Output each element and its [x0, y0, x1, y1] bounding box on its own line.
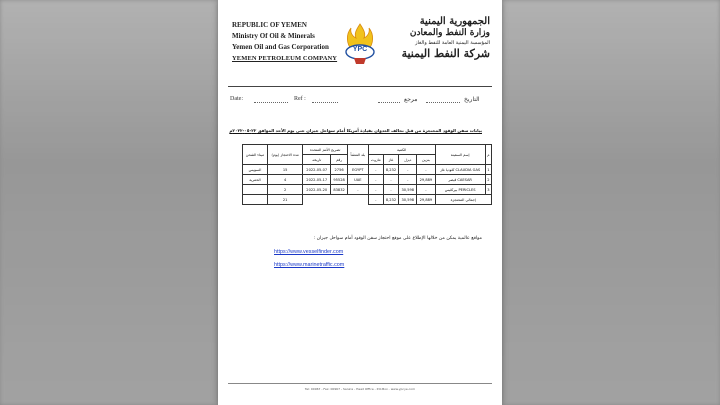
- ref-dots: [312, 96, 338, 103]
- cell-port: [243, 185, 268, 195]
- cell-diesel: 30,598: [399, 185, 417, 195]
- letterhead-ar-line-1: الجمهورية اليمنية: [419, 16, 490, 27]
- cell-origin: -: [348, 185, 369, 195]
- col-permit-no: رقم: [331, 155, 348, 165]
- letterhead-ar-line-2: وزارة النفط والمعادن: [409, 28, 490, 38]
- letterhead-ar-line-3: المؤسسة اليمنية العامة للنفط والغاز: [415, 40, 490, 46]
- cell-diesel: -: [399, 165, 417, 175]
- cell-ship: [435, 165, 485, 175]
- col-permit: تصريح الأمم المتحدة: [303, 145, 348, 155]
- vesselfinder-link[interactable]: https://www.vesselfinder.com: [274, 249, 344, 255]
- cell-port: الحمرية: [243, 175, 268, 185]
- meta-row: [228, 96, 492, 108]
- date-dots: [254, 96, 288, 103]
- background-right: [500, 0, 720, 405]
- cell-diesel: -: [399, 175, 417, 185]
- table-row: [243, 185, 492, 195]
- cell-port: السويس: [243, 165, 268, 175]
- ship-ar: بيركليس: [444, 187, 458, 192]
- col-diesel: ديزل: [399, 155, 417, 165]
- ar-date-dots: [426, 96, 460, 103]
- table-row: [243, 165, 492, 175]
- cell-mazut: -: [368, 175, 383, 185]
- cell-permit-no: 83832: [331, 185, 348, 195]
- background-left: [0, 0, 220, 405]
- footer-text: Tel: 00967 - Fax: 00967 - Sana'a - Head Office - P.O.Box - www.ypcye.com: [304, 387, 416, 391]
- cell-ship: [435, 185, 485, 195]
- ar-date-label: التاريخ: [464, 97, 480, 103]
- col-port: ميناء الشحن: [243, 145, 268, 165]
- cell-gasoline: 29,889: [417, 175, 435, 185]
- cell-days: 15: [267, 165, 302, 175]
- cell-mazut: -: [368, 165, 383, 175]
- ar-ref-label: مرجع: [404, 97, 418, 103]
- table-row: [243, 175, 492, 185]
- notes-text: مواقع عالمية يمكن من خلالها الإطلاع على موقع احتجاز سفن الوقود أمام سواحل جيزان :: [313, 236, 482, 241]
- ypc-logo-icon: [342, 22, 378, 66]
- total-blank: [303, 195, 368, 205]
- letterhead-line-2: Ministry Of Oil & Minerals: [232, 32, 315, 40]
- ships-table: [242, 144, 492, 205]
- cell-gasoline: -: [417, 165, 435, 175]
- cell-num: 1: [485, 165, 491, 175]
- letterhead-line-3: Yemen Oil and Gas Corporation: [232, 43, 329, 51]
- col-gas: غاز: [383, 155, 398, 165]
- col-origin: بلد المنشأ: [348, 145, 369, 165]
- cell-gas: 8,232: [383, 165, 398, 175]
- footer-divider: [228, 383, 492, 384]
- total-gas: 8,232: [383, 195, 398, 205]
- col-quantity: الكمية: [368, 145, 435, 155]
- cell-permit-date: 2022-05-17: [303, 175, 331, 185]
- cell-permit-date: 2022-05-20: [303, 185, 331, 195]
- letterhead-line-4: YEMEN PETROLEUM COMPANY: [232, 55, 338, 62]
- letterhead-ar-line-4: شركة النفط اليمنية: [401, 47, 490, 60]
- col-mazut: مازوت: [368, 155, 383, 165]
- date-label: Date:: [230, 96, 243, 102]
- total-mazut: -: [368, 195, 383, 205]
- cell-origin: UAE: [348, 175, 369, 185]
- cell-mazut: -: [368, 185, 383, 195]
- cell-gas: -: [383, 175, 398, 185]
- document-title: بيانات سفن الوقود المحتجزة من قبل تحالف العدوان بقيادة أمريكا أمام سواحل جيزان حتى يوم الأحد الموافق ٢٢-٠٥-٢٠٢٢م: [229, 128, 482, 133]
- cell-permit-date: 2022-05-07: [303, 165, 331, 175]
- ship-ar: كلوديا غاز: [440, 167, 455, 172]
- cell-num: 3: [485, 185, 491, 195]
- cell-permit-no: 2756: [331, 165, 348, 175]
- total-days: 21: [267, 195, 302, 205]
- total-gasoline: 29,889: [417, 195, 435, 205]
- col-ship: إسم السفينة: [435, 145, 485, 165]
- letterhead-line-1: REPUBLIC OF YEMEN: [232, 21, 307, 29]
- ar-ref-dots: [378, 96, 400, 103]
- cell-days: 4: [267, 175, 302, 185]
- letterhead-arabic: [400, 16, 490, 60]
- ref-label: Ref :: [294, 96, 306, 102]
- ship-ar: قيصر: [448, 177, 457, 182]
- total-port: [243, 195, 268, 205]
- cell-origin: EGYPT: [348, 165, 369, 175]
- col-gasoline: بنزين: [417, 155, 435, 165]
- cell-days: 2: [267, 185, 302, 195]
- cell-permit-no: 95528: [331, 175, 348, 185]
- document-page: [218, 0, 502, 405]
- total-label: إجمالي المحتجزة: [435, 195, 491, 205]
- ship-en: CLAUDIA GAS: [455, 167, 481, 172]
- cell-gas: -: [383, 185, 398, 195]
- total-diesel: 30,598: [399, 195, 417, 205]
- col-num: م: [485, 145, 491, 165]
- letterhead-english: [232, 20, 342, 64]
- header-divider: [228, 86, 492, 87]
- cell-num: 2: [485, 175, 491, 185]
- col-permit-date: تاريخه: [303, 155, 331, 165]
- col-days: مدة الاحتجاز (يوم): [267, 145, 302, 165]
- marinetraffic-link[interactable]: https://www.marinetraffic.com: [274, 262, 345, 268]
- total-row: [243, 195, 492, 205]
- logo-text: YPC: [352, 46, 368, 53]
- cell-gasoline: -: [417, 185, 435, 195]
- ship-en: PERICLES: [458, 187, 476, 192]
- ship-en: CAESAR: [457, 177, 472, 182]
- cell-ship: [435, 175, 485, 185]
